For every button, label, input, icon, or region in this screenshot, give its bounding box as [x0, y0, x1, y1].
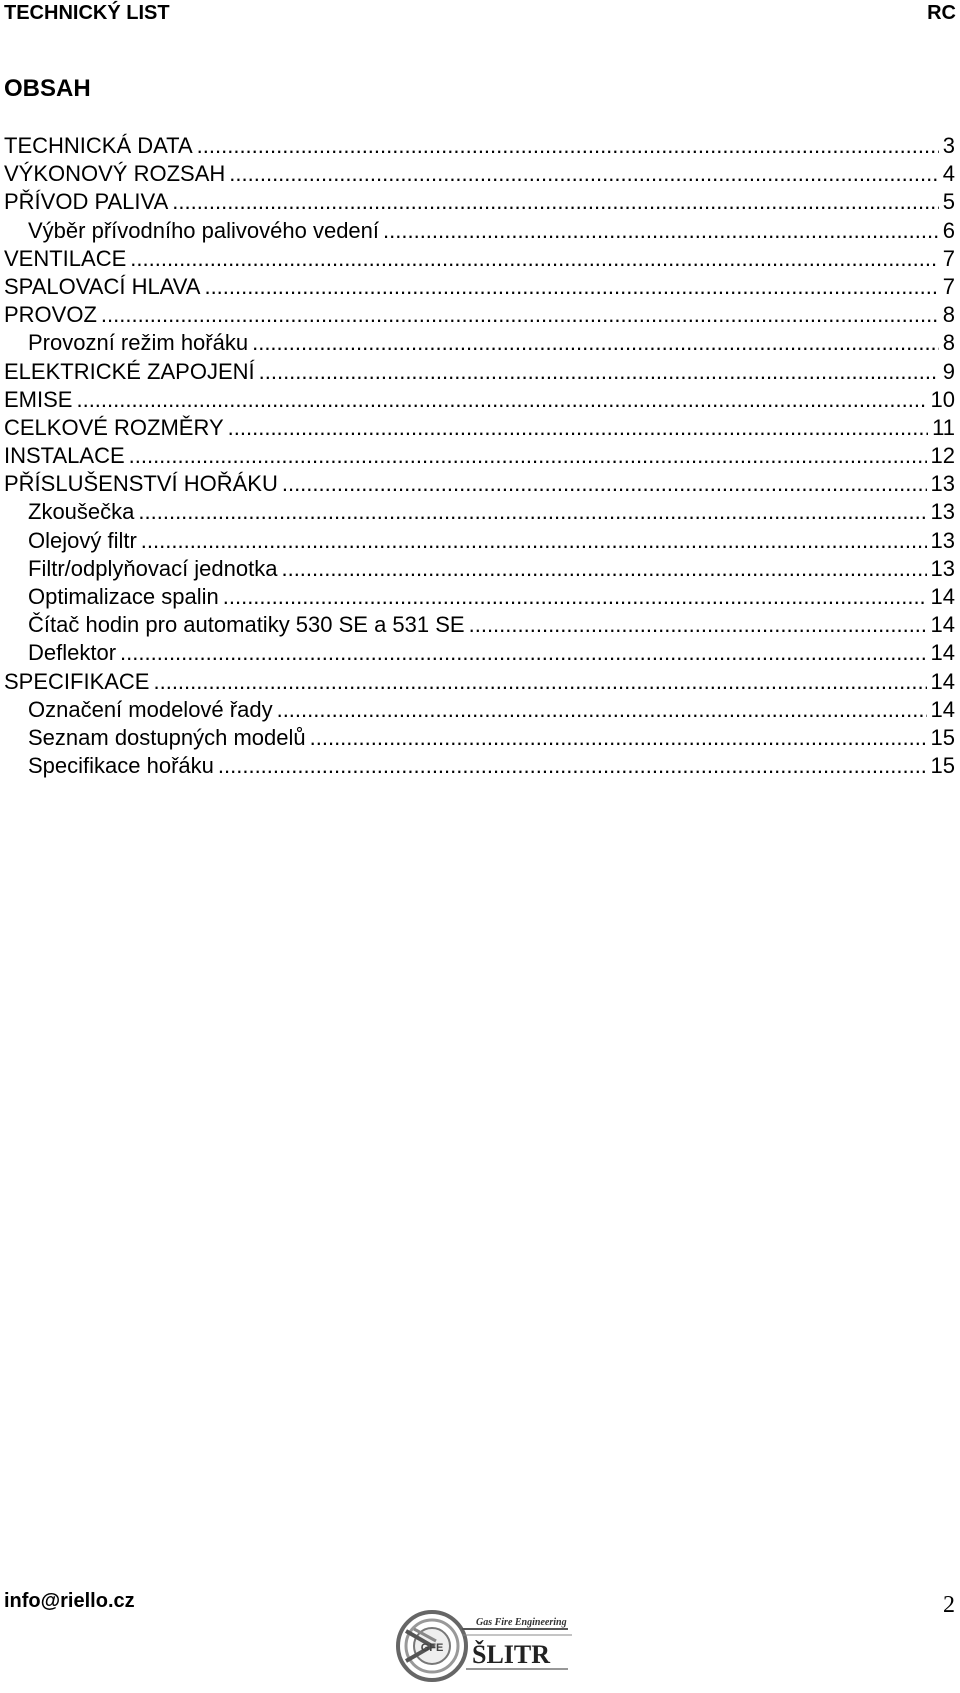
toc-entry[interactable] — [4, 217, 955, 245]
toc-entry-page: 14 — [930, 612, 955, 638]
toc-entry[interactable] — [4, 611, 955, 639]
toc-entry[interactable] — [4, 358, 955, 386]
toc-entry-page: 5 — [942, 189, 955, 215]
logo-name: ŠLITR — [472, 1640, 551, 1669]
toc-entry-page: 13 — [930, 499, 955, 525]
toc-entry[interactable] — [4, 668, 955, 696]
toc-entry-label: EMISE — [4, 386, 73, 412]
toc-entry-label: INSTALACE — [4, 443, 125, 469]
toc-entry-page: 11 — [932, 414, 955, 440]
toc-entry[interactable] — [4, 273, 955, 301]
logo-tagline: Gas Fire Engineering — [476, 1617, 567, 1628]
toc-dot-leader — [469, 611, 927, 639]
toc-entry-label: Seznam dostupných modelů — [28, 724, 306, 750]
toc-entry-page: 4 — [942, 161, 955, 187]
toc-entry-page: 7 — [942, 273, 955, 299]
table-of-contents — [4, 132, 955, 780]
toc-entry[interactable] — [4, 442, 955, 470]
toc-entry-label: Deflektor — [28, 640, 117, 666]
toc-entry-page: 9 — [942, 358, 955, 384]
toc-entry[interactable] — [4, 498, 955, 526]
toc-entry[interactable] — [4, 470, 955, 498]
toc-dot-leader — [228, 414, 929, 442]
toc-entry-label: SPECIFIKACE — [4, 668, 150, 694]
toc-entry[interactable] — [4, 696, 955, 724]
toc-entry-label: Výběr přívodního palivového vedení — [28, 217, 380, 243]
toc-dot-leader — [310, 724, 927, 752]
toc-dot-leader — [259, 358, 939, 386]
toc-dot-leader — [172, 188, 939, 216]
toc-dot-leader — [282, 470, 927, 498]
toc-dot-leader — [101, 301, 939, 329]
toc-entry[interactable] — [4, 583, 955, 611]
toc-dot-leader — [130, 245, 938, 273]
footer-email: info@riello.cz — [4, 1590, 135, 1612]
toc-entry[interactable] — [4, 329, 955, 357]
toc-dot-leader — [281, 555, 926, 583]
slitr-logo — [396, 1605, 596, 1687]
toc-dot-leader — [120, 639, 926, 667]
toc-dot-leader — [76, 386, 926, 414]
toc-dot-leader — [277, 696, 927, 724]
toc-entry-label: Čítač hodin pro automatiky 530 SE a 531 SE — [28, 612, 465, 638]
toc-entry[interactable] — [4, 414, 955, 442]
toc-entry[interactable] — [4, 555, 955, 583]
toc-entry-label: PROVOZ — [4, 302, 97, 328]
toc-entry-label: Filtr/odplyňovací jednotka — [28, 555, 278, 581]
toc-entry-label: VENTILACE — [4, 245, 127, 271]
toc-dot-leader — [138, 498, 926, 526]
toc-entry[interactable] — [4, 752, 955, 780]
toc-entry-page: 13 — [930, 555, 955, 581]
toc-dot-leader — [153, 668, 926, 696]
toc-entry[interactable] — [4, 188, 955, 216]
toc-entry-page: 12 — [930, 443, 955, 469]
toc-entry-label: Olejový filtr — [28, 527, 137, 553]
toc-entry-page: 8 — [942, 330, 955, 356]
toc-entry-label: PŘÍVOD PALIVA — [4, 189, 169, 215]
toc-entry-page: 15 — [930, 753, 955, 779]
logo-emblem-text: GFE — [420, 1642, 444, 1654]
toc-entry-label: VÝKONOVÝ ROZSAH — [4, 161, 226, 187]
toc-dot-leader — [383, 217, 939, 245]
document-title: TECHNICKÝ LIST — [4, 2, 170, 24]
toc-entry[interactable] — [4, 527, 955, 555]
toc-entry-page: 13 — [930, 527, 955, 553]
toc-entry-label: SPALOVACÍ HLAVA — [4, 273, 201, 299]
toc-heading: OBSAH — [4, 75, 91, 102]
toc-entry[interactable] — [4, 132, 955, 160]
toc-entry[interactable] — [4, 386, 955, 414]
toc-dot-leader — [141, 527, 927, 555]
toc-dot-leader — [223, 583, 927, 611]
toc-entry-label: CELKOVÉ ROZMĚRY — [4, 414, 224, 440]
toc-entry-page: 6 — [942, 217, 955, 243]
page-header — [4, 0, 956, 30]
toc-entry-page: 14 — [930, 584, 955, 609]
logo-emblem — [398, 1612, 466, 1680]
toc-dot-leader — [218, 752, 927, 780]
toc-dot-leader — [204, 273, 938, 301]
toc-entry-page: 13 — [930, 471, 955, 497]
toc-entry-label: Označení modelové řady — [28, 696, 273, 722]
toc-entry-page: 14 — [930, 696, 955, 722]
toc-entry[interactable] — [4, 160, 955, 188]
toc-entry-page: 3 — [942, 133, 955, 158]
toc-entry-label: Zkoušečka — [28, 499, 135, 525]
toc-dot-leader — [229, 160, 938, 188]
toc-entry[interactable] — [4, 639, 955, 667]
page-number: 2 — [943, 1592, 955, 1618]
toc-entry-page: 14 — [930, 640, 955, 666]
toc-entry-page: 8 — [942, 302, 955, 328]
toc-entry[interactable] — [4, 724, 955, 752]
toc-dot-leader — [129, 442, 927, 470]
toc-entry-page: 14 — [930, 668, 955, 694]
toc-entry[interactable] — [4, 301, 955, 329]
toc-entry-page: 7 — [942, 245, 955, 271]
toc-entry-page: 10 — [930, 386, 955, 412]
toc-dot-leader — [252, 329, 939, 357]
toc-entry-page: 15 — [930, 724, 955, 750]
toc-entry-label: Specifikace hořáku — [28, 753, 214, 779]
toc-entry-label: Provozní režim hořáku — [28, 330, 249, 356]
toc-dot-leader — [197, 132, 939, 160]
document-code: RC — [927, 2, 956, 24]
toc-entry-label: TECHNICKÁ DATA — [4, 133, 193, 158]
toc-entry-label: Optimalizace spalin — [28, 584, 219, 609]
toc-entry[interactable] — [4, 245, 955, 273]
toc-entry-label: ELEKTRICKÉ ZAPOJENÍ — [4, 358, 255, 384]
toc-entry-label: PŘÍSLUŠENSTVÍ HOŘÁKU — [4, 471, 278, 497]
